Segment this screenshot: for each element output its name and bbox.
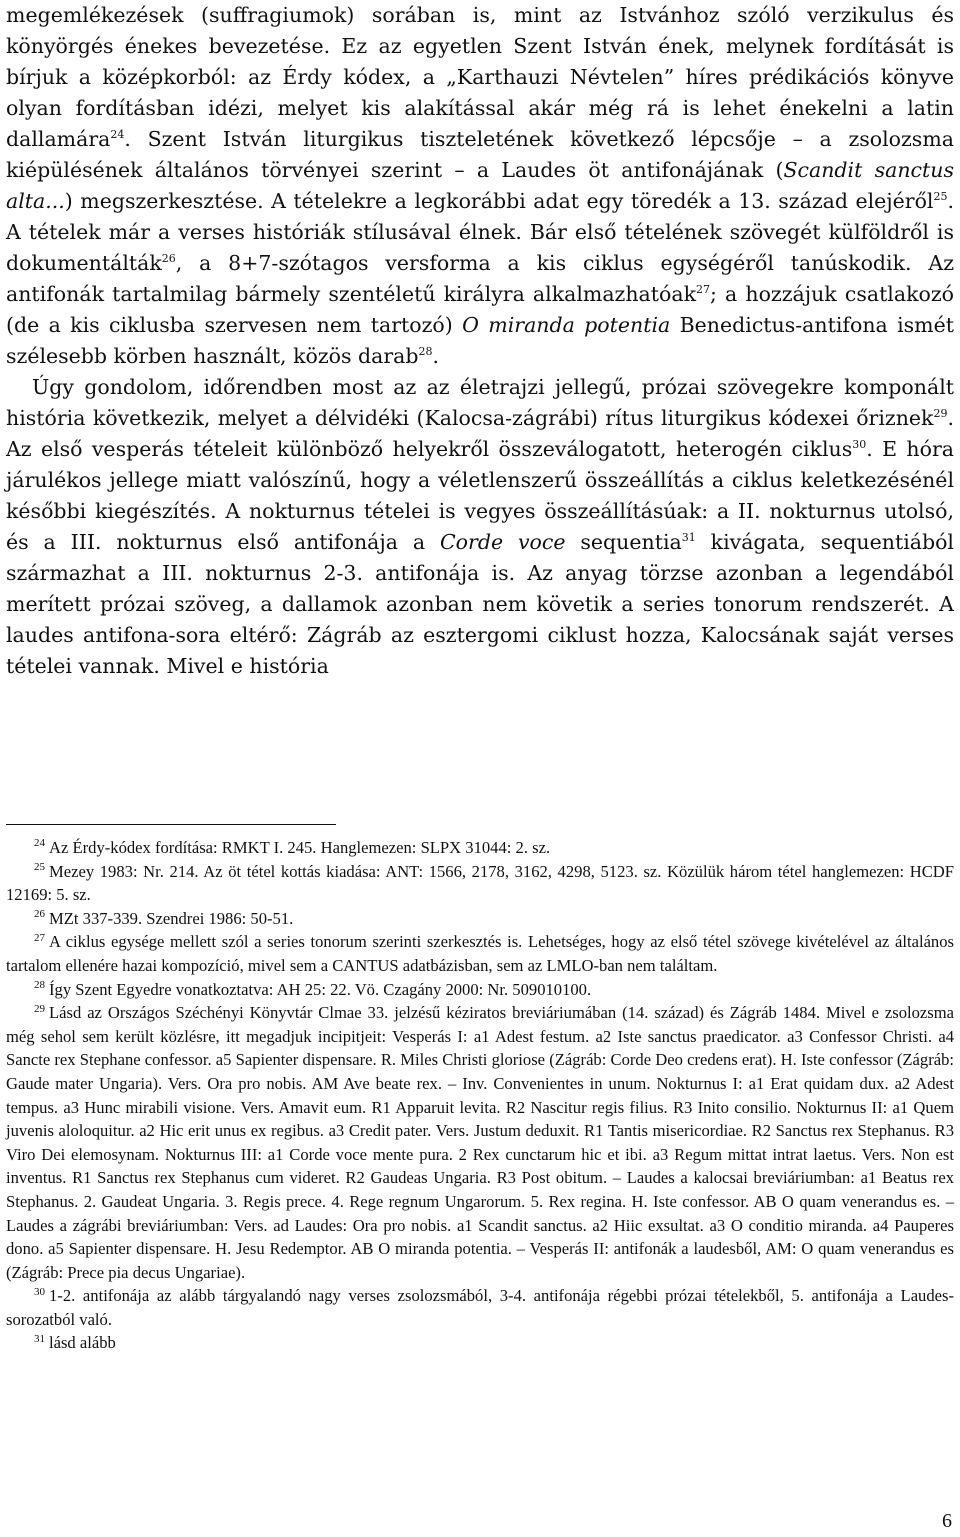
footnote-number: 27 [34,931,45,944]
footnote-text: MZt 337-339. Szendrei 1986: 50-51. [49,908,294,928]
footnote-text: Az Érdy-kódex fordítása: RMKT I. 245. Hanglemezen: SLPX 31044: 2. sz. [49,838,551,857]
footnote-number: 31 [34,1332,45,1345]
text-run: ; a hozzájuk csatlakozó (de a kis ciklusba szervesen nem tartozó) [6,282,954,337]
footnote-number: 26 [34,908,45,921]
footnote-text: Lásd az Országos Széchényi Könyvtár Clmae 33. jelzésű kéziratos breviáriumában (14. század) és Zágráb 1484. Mivel e zsolozsma még sehol sem került közlésre, itt megadjuk incipitjeit: Vesperás I: a1 Adest festum. a2 Iste sanctus praedicator. a3 Confessor Christi. a4 Sancte rex Stephane confessor. a5 Sapienter dispensare. R. Miles Christi gloriose (Zágráb: Corde Deo credens erat). H. Iste confessor (Zágráb: Gaude mater Ungaria). Vers. Ora pro nobis. AM Ave beate rex. – Inv. Convenientes in unum. Nokturnus I: a1 Erat quidam dux. a2 Adest tempus. a3 Hunc mirabili visione. Vers. Amavit eum. R1 Apparuit levita. R2 Nascitur regis filius. R3 Inito consilio. Nokturnus II: a1 Quem juvenis aloloquitur. a2 Hic erit unus ex regibus. a3 Credit pater. Vers. Justum deduxit. R1 Tantis misericordiae. R2 Sanctus rex Stephanus. R3 Viro Dei elemosynam. Nokturnus III: a1 Corde voce mente pura. 2 Rex cunctarum hic et ibi. a3 Regum mittat intrat laetus. Vers. Non est inventus. R1 Sanctus rex Stephanus cum videret. R2 Gaudeas Ungaria. R3 Post obitum. – Laudes a kalocsai breviáriumban: a1 Beatus rex Stephanus. 2. Gaudeat Ungaria. 3. Regis prece. 4. Rege regnum Ungarorum. 5. Rex regina. H. Iste confessor. AB O quam venerandus es. – Laudes a zágrábi breviáriumban: Vers. ad Laudes: Ora pro nobis. a1 Scandit sanctus. a2 Hiic exsultat. a3 O conditio miranda. a4 Pauperes dono. a5 Sapienter dispensare. H. Jesu Redemptor. AB O miranda potentia. – Vesperás II: antifonák a laudesből, AM: O quam venerandus es (Zágráb: Prece pia decus Ungariae). [6,1003,954,1282]
footnote-25 [6,860,954,907]
footnote-number: 24 [34,837,45,850]
text-run: . [432,344,440,368]
italic-title: Corde voce [440,530,566,554]
italic-title: Scandit sanctus alta... [6,158,954,213]
text-run: , a 8+7-szótagos versforma a kis ciklus egységéről tanúskodik. Az antifonák tartalmilag bármely szentéletű királyra alkalmazhatóak [6,251,954,306]
footnote-ref-27[interactable]: 27 [696,283,711,297]
footnote-ref-29[interactable]: 29 [933,407,948,421]
footnote-26 [6,907,954,931]
footnote-text: Mezey 1983: Nr. 214. Az öt tétel kottás kiadása: ANT: 1566, 2178, 3162, 4298, 5123. sz. Közülük három tétel hanglemezen: HCDF 12169: 5. sz. [6,861,954,905]
page-number: 6 [942,1510,952,1532]
italic-title: O miranda potentia [462,313,671,337]
footnote-31 [6,1331,954,1355]
footnote-24 [6,836,954,860]
footnote-ref-25[interactable]: 25 [933,190,948,204]
text-run: kivágata, sequentiából származhat a III. nokturnus 2-3. antifonája is. Az anyag törzse azonban a legendából merített prózai szöveg, a dallamok azonban nem követik a series tonorum rendszerét. A laudes antifona-sora eltérő: Zágráb az esztergomi ciklust hozza, Kalocsának saját verses tételei vannak. Mivel e história [6,530,954,678]
paragraph-1 [6,0,954,372]
footnote-number: 28 [34,979,45,992]
footnote-number: 30 [34,1285,45,1298]
footnote-29 [6,1001,954,1284]
footnote-ref-30[interactable]: 30 [852,438,867,452]
text-run: ) megszerkesztése. A tételekre a legkorábbi adat egy töredék a 13. század elejéről [64,189,934,213]
footnote-text: lásd alább [49,1333,116,1353]
footnotes [6,836,954,1355]
text-run: . E hóra járulékos jellege miatt valószínű, hogy a véletlenszerű összeállítás a ciklus keletkezésénél későbbi kiegészítés. A nokturnus tételei is vegyes összeállításúak: a II. nokturnus utolsó, és a III. nokturnus első antifonája a [6,437,954,554]
text-run: . Szent István liturgikus tiszteletének következő lépcsője – a zsolozsma kiépülésének általános törvényei szerint – a Laudes öt antifonájának ( [6,127,954,182]
paragraph-2 [6,372,954,682]
text-run: sequentia [565,530,682,554]
footnote-number: 25 [34,861,45,874]
main-text [6,0,954,682]
text-run: . A tételek már a verses históriák stílusával élnek. Bár első tételének szövegét külföldről is dokumentálták [6,189,954,275]
footnote-ref-28[interactable]: 28 [418,345,433,359]
text-run: Úgy gondolom, időrendben most az az életrajzi jellegű, prózai szövegekre komponált história következik, melyet a délvidéki (Kalocsa-zágrábi) rítus liturgikus kódexei őriznek [6,375,954,430]
footnote-ref-31[interactable]: 31 [681,531,696,545]
footnote-number: 29 [34,1002,45,1015]
footnote-ref-24[interactable]: 24 [110,128,125,142]
footnote-separator [6,824,336,825]
footnote-27 [6,930,954,977]
footnote-30 [6,1284,954,1331]
text-run: . Az első vesperás tételeit különböző helyekről összeválogatott, heterogén ciklus [6,406,954,461]
footnote-ref-26[interactable]: 26 [161,252,176,266]
footnote-text: 1-2. antifonája az alább tárgyalandó nagy verses zsolozsmából, 3-4. antifonája régebbi prózai tételekből, 5. antifonája a Laudes-sorozatból való. [6,1286,954,1329]
text-run: Benedictus-antifona ismét szélesebb körben használt, közös darab [6,313,954,368]
text-run: megemlékezések (suffragiumok) sorában is, mint az Istvánhoz szóló verzikulus és könyörgés énekes bevezetése. Ez az egyetlen Szent István ének, melynek fordítását is bírjuk a középkorból: az Érdy kódex, a „Karthauzi Névtelen” híres prédikációs könyve olyan fordításban idézi, melyet kis alakítással akár még rá is lehet énekelni a latin dallamára [6,3,954,151]
footnote-text: Így Szent Egyedre vonatkoztatva: AH 25: 22. Vö. Czagány 2000: Nr. 509010100. [49,979,592,999]
footnote-text: A ciklus egysége mellett szól a series tonorum szerinti szerkesztés is. Lehetséges, hogy az első tétel szövege kivételével az általános tartalom ellenére hazai kompozíció, mivel sem a CANTUS adatbázisban, sem az LMLO-ban nem találtam. [6,932,954,975]
footnote-28 [6,978,954,1002]
